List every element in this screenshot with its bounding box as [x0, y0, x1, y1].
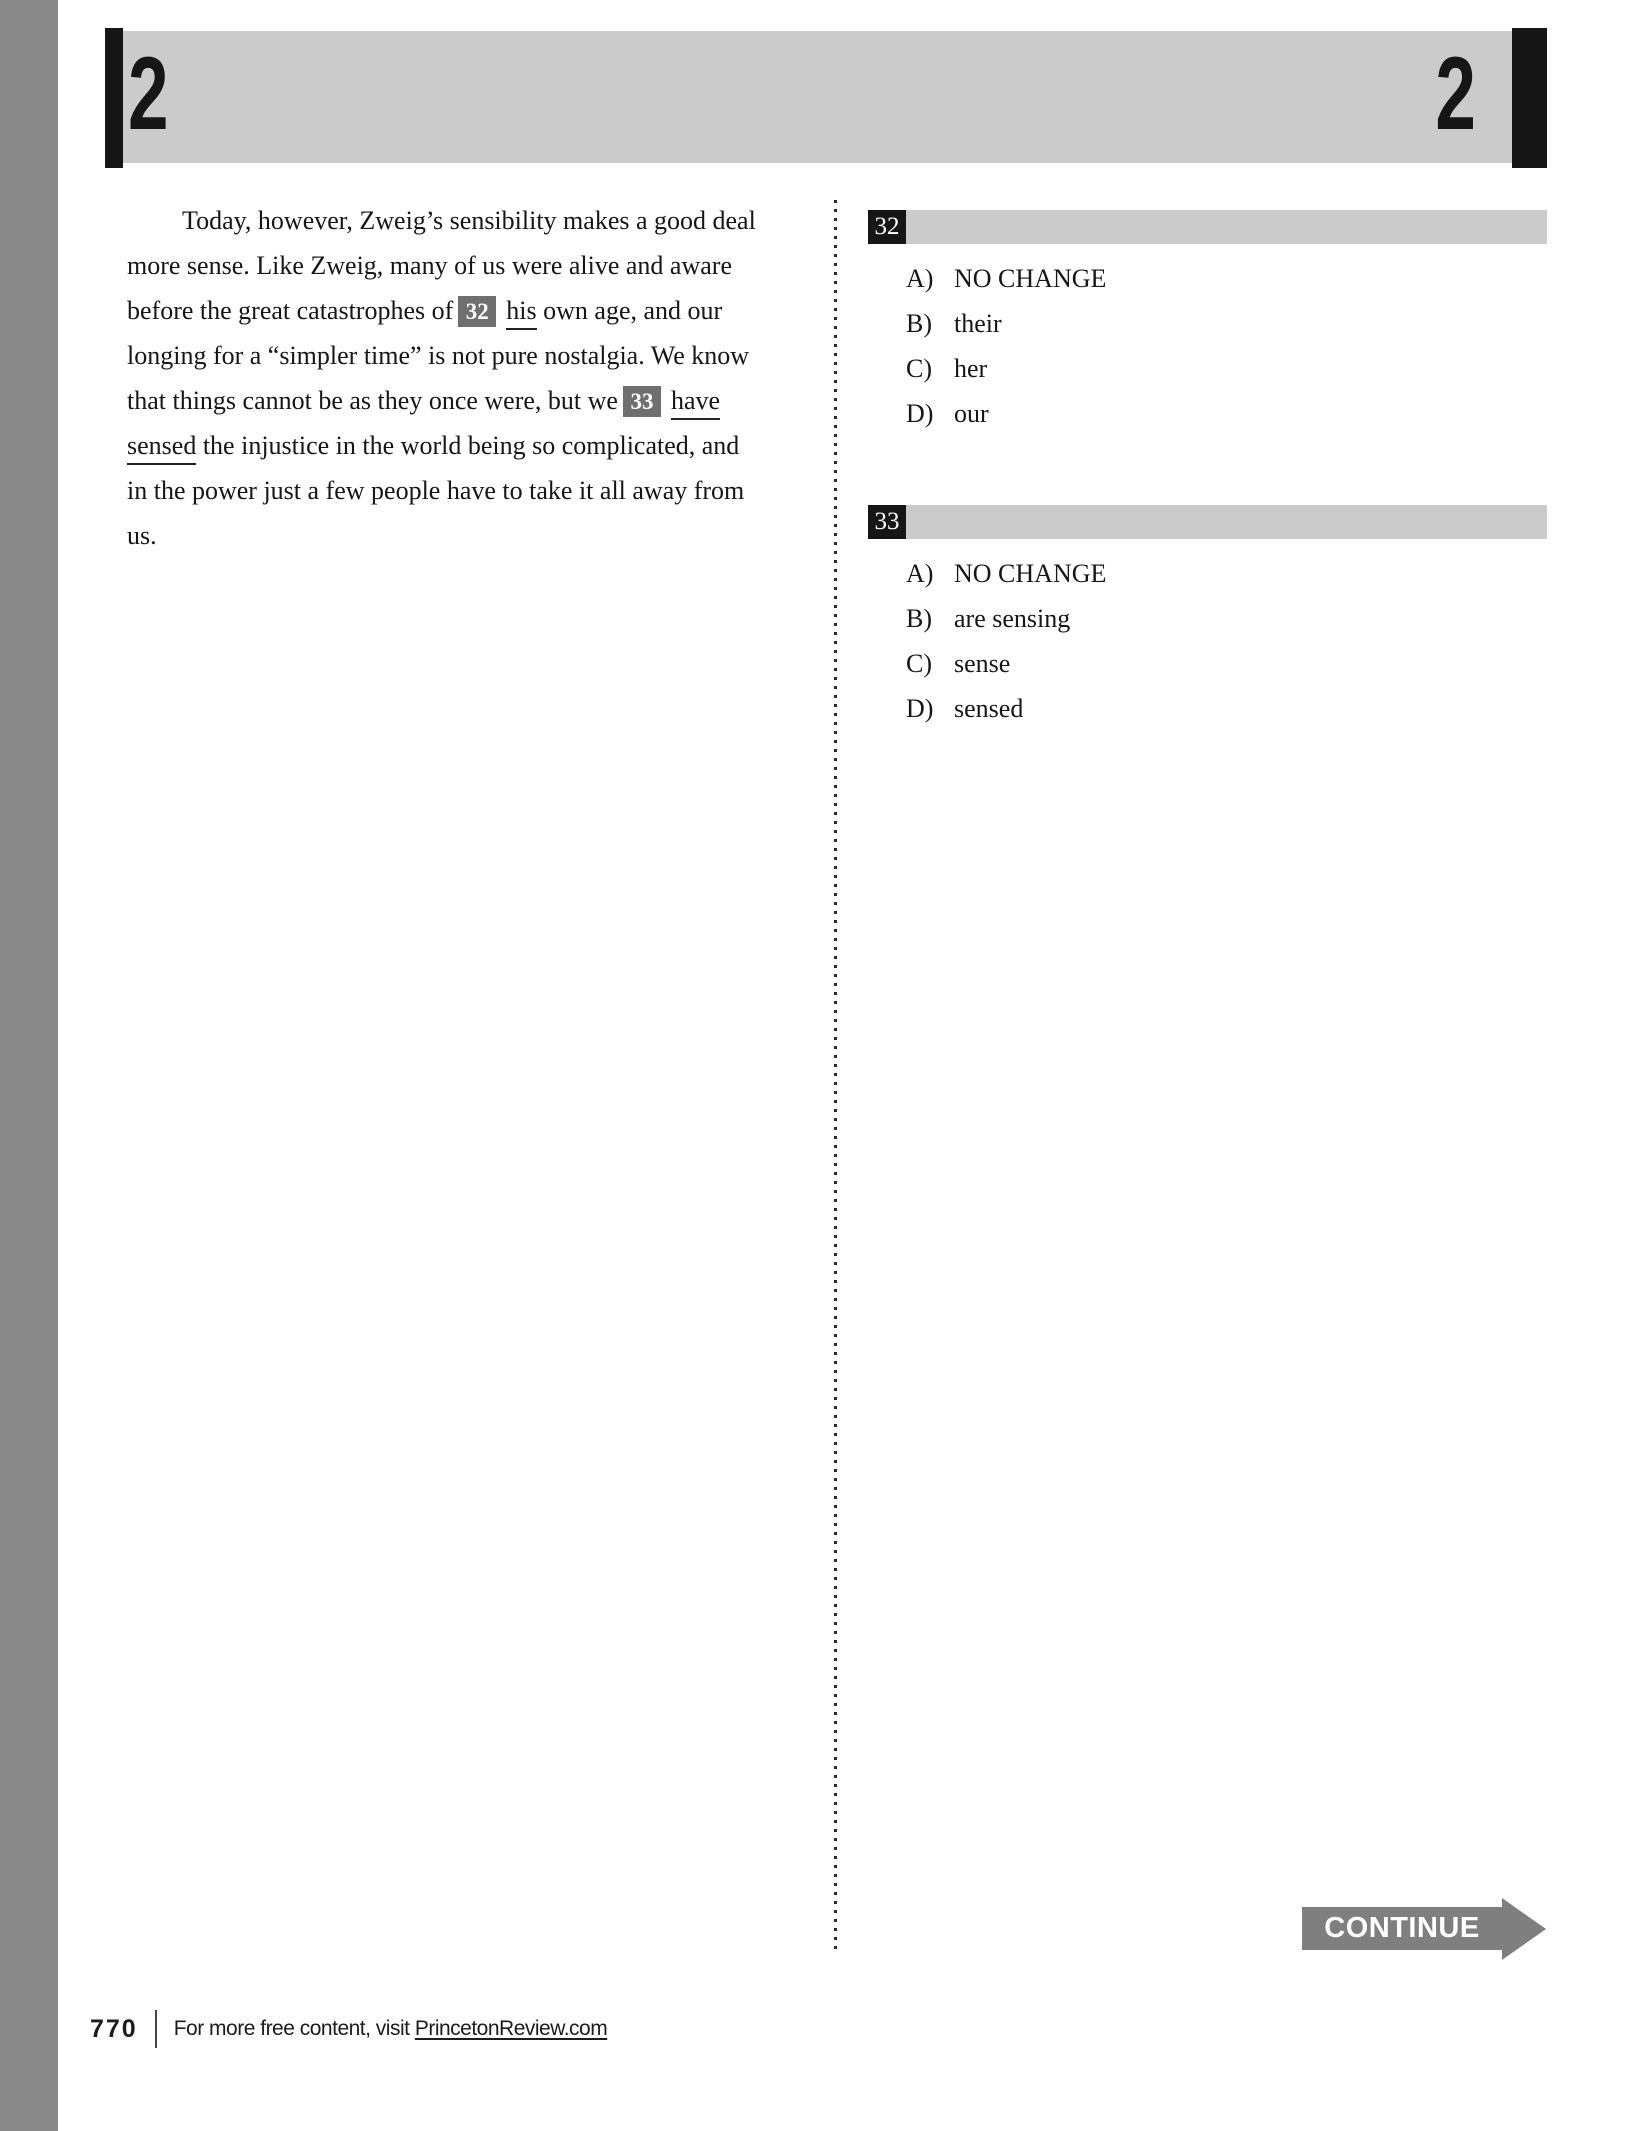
question-number: 33	[868, 505, 906, 539]
questions-column	[868, 210, 1547, 731]
passage-line	[127, 333, 817, 378]
question-number: 32	[868, 210, 906, 244]
passage-text: that things cannot be as they once were, but we	[127, 386, 618, 415]
option-letter: A)	[906, 559, 934, 588]
question-header-band	[868, 210, 1547, 244]
option-text: our	[954, 399, 989, 428]
passage-text: before the great catastrophes of	[127, 296, 454, 325]
underlined-text: have	[671, 386, 720, 420]
option-row[interactable]	[906, 301, 1547, 346]
option-row[interactable]	[906, 346, 1547, 391]
continue-button[interactable]	[1302, 1907, 1502, 1950]
options-list	[868, 551, 1547, 731]
page-number: 770	[90, 2014, 138, 2043]
passage-line	[127, 513, 817, 558]
option-letter: A)	[906, 264, 934, 293]
question-block	[868, 210, 1547, 436]
options-list	[868, 256, 1547, 436]
footer-divider	[155, 2010, 157, 2048]
option-row[interactable]	[906, 256, 1547, 301]
passage-line	[127, 468, 817, 513]
passage-line	[127, 198, 817, 243]
option-text: NO CHANGE	[954, 559, 1107, 588]
continue-label[interactable]: CONTINUE	[1302, 1907, 1502, 1950]
question-header-band	[868, 505, 1547, 539]
option-row[interactable]	[906, 641, 1547, 686]
continue-arrow-icon	[1502, 1898, 1546, 1960]
left-gray-strip	[0, 0, 58, 2131]
section-header-band	[105, 31, 1547, 163]
option-letter: D)	[906, 694, 934, 723]
passage-line	[127, 423, 817, 468]
option-letter: D)	[906, 399, 934, 428]
passage-text: own age, and our	[536, 296, 723, 325]
option-text: NO CHANGE	[954, 264, 1107, 293]
section-number-right: 2	[1435, 36, 1476, 152]
section-number-left: 2	[128, 36, 169, 152]
passage-line	[127, 378, 817, 423]
option-row[interactable]	[906, 551, 1547, 596]
option-text: sensed	[954, 694, 1024, 723]
passage-line	[127, 243, 817, 288]
option-text: their	[954, 309, 1002, 338]
passage-text: more sense. Like Zweig, many of us were alive and aware	[127, 251, 732, 280]
header-left-bar	[105, 28, 123, 168]
underlined-text: his	[506, 296, 536, 330]
question-block	[868, 505, 1547, 731]
option-text: are sensing	[954, 604, 1071, 633]
option-row[interactable]	[906, 686, 1547, 731]
passage-line	[127, 288, 817, 333]
passage-text: Today, however, Zweig’s sensibility makes a good deal	[182, 206, 756, 235]
option-text: sense	[954, 649, 1011, 678]
passage	[127, 198, 817, 558]
underlined-text: sensed	[127, 431, 196, 465]
footer-text: For more free content, visit	[173, 2017, 415, 2040]
option-letter: B)	[906, 309, 932, 338]
footer-link[interactable]: PrincetonReview.com	[414, 2017, 608, 2040]
question-marker: 32	[458, 296, 496, 327]
header-right-bar	[1512, 28, 1547, 168]
option-row[interactable]	[906, 391, 1547, 436]
column-divider-dotted	[834, 200, 837, 1955]
option-letter: B)	[906, 604, 932, 633]
passage-text: us.	[127, 521, 157, 550]
passage-text: the injustice in the world being so complicated, and	[196, 431, 740, 460]
option-text: her	[954, 354, 988, 383]
passage-text: in the power just a few people have to take it all away from	[127, 476, 745, 505]
footer-note	[174, 2017, 608, 2041]
passage-text: longing for a “simpler time” is not pure nostalgia. We know	[127, 341, 750, 370]
page-footer	[90, 2010, 607, 2048]
option-letter: C)	[906, 649, 932, 678]
option-letter: C)	[906, 354, 932, 383]
option-row[interactable]	[906, 596, 1547, 641]
question-marker: 33	[623, 386, 661, 417]
